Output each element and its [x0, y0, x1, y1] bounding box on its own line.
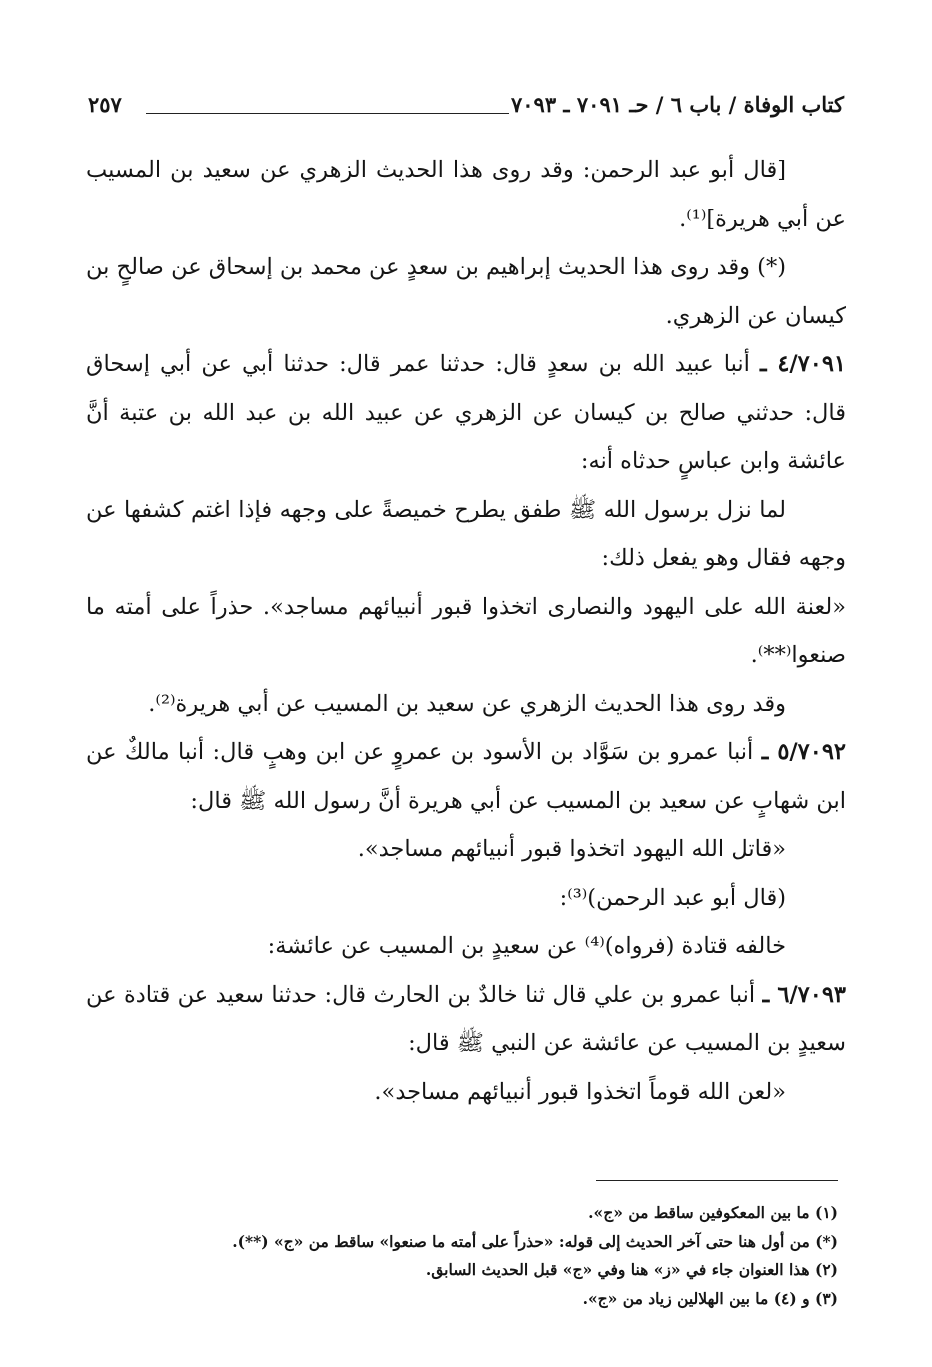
paragraph-note-abu-abdurrahman: [قال أبو عبد الرحمن: وقد روى هذا الحديث الزهري عن سعيد بن المسيب عن أبي هريرة]⁽¹⁾.	[86, 157, 846, 232]
header-title: كتاب الوفاة / باب ٦ / حـ ٧٠٩١ ـ ٧٠٩٣	[510, 92, 844, 117]
paragraph-qatada: خالفه قتادة (فرواه)⁽⁴⁾ عن سعيدٍ بن المسيب عن عائشة:	[267, 933, 786, 959]
paragraph-ibrahim-narration: (*) وقد روى هذا الحديث إبراهيم بن سعدٍ عن محمد بن إسحاق عن صالحٍ بن كيسان عن الزهري.	[86, 254, 846, 329]
main-text	[86, 146, 846, 1116]
running-header	[88, 92, 844, 128]
paragraph-quote-laana: «لعن الله قوماً اتخذوا قبور أنبيائهم مساجد».	[374, 1078, 786, 1105]
hadith-text: أنبا عمرو بن علي قال ثنا خالدٌ بن الحارث قال: حدثنا سعيد عن قتادة عن سعيدٍ بن المسيب عن عائشة عن النبي ﷺ قال:	[86, 981, 846, 1056]
paragraph-khamisa: لما نزل برسول الله ﷺ طفق يطرح خميصةً على وجهه فإذا اغتم كشفها عن وجهه فقال وهو يفعل ذلك:	[86, 496, 846, 571]
paragraph-qal-abu-abdurrahman: (قال أبو عبد الرحمن)⁽³⁾:	[559, 884, 786, 911]
hadith-number: ٥/٧٠٩٢ ـ	[761, 739, 846, 765]
paragraph-curse-quote: «لعنة الله على اليهود والنصارى اتخذوا قبور أنبيائهم مساجد». حذراً على أمته ما صنعوا⁽**⁾.	[86, 593, 846, 668]
page-number: ٢٥٧	[88, 92, 122, 117]
paragraph-quote-qatala: «قاتل الله اليهود اتخذوا قبور أنبيائهم مساجد».	[357, 836, 786, 862]
paragraph-abu-hurayra-note: وقد روى هذا الحديث الزهري عن سعيد بن المسيب عن أبي هريرة⁽²⁾.	[148, 690, 786, 717]
hadith-number: ٤/٧٠٩١ ـ	[759, 351, 846, 377]
footnote-star: (*) من أول هنا حتى آخر الحديث إلى قوله: «حذراً على أمته ما صنعوا» ساقط من «ج» (**).	[232, 1231, 838, 1251]
header-rule	[146, 113, 509, 114]
hadith-7092	[86, 728, 846, 825]
footnote-divider	[596, 1180, 838, 1181]
hadith-7093	[86, 971, 846, 1068]
hadith-number: ٦/٧٠٩٣ ـ	[762, 981, 846, 1008]
hadith-7091	[86, 340, 846, 486]
hadith-text: أنبا عبيد الله بن سعدٍ قال: حدثنا عمر قال: حدثنا أبي عن أبي إسحاق قال: حدثني صالح بن كيسان عن الزهري عن عبيد الله بن عبد الله بن عتبة أنَّ عائشة وابن عباسٍ حدثاه أنه:	[86, 351, 846, 474]
footnote-2: (٢) هذا العنوان جاء في «ز» هنا وفي «ج» قبل الحديث السابق.	[425, 1260, 838, 1279]
footnote-1: (١) ما بين المعكوفين ساقط من «ج».	[588, 1203, 838, 1222]
footnote-3-4: (٣) و (٤) ما بين الهلالين زياد من «ج».	[582, 1288, 838, 1308]
hadith-text: أنبا عمرو بن سَوَّاد بن الأسود بن عمروٍ عن ابن وهبٍ قال: أنبا مالكٌ عن ابن شهابٍ عن سعيد بن المسيب عن أبي هريرة أنَّ رسول الله ﷺ قال:	[86, 739, 846, 814]
footnotes	[100, 1180, 838, 1313]
